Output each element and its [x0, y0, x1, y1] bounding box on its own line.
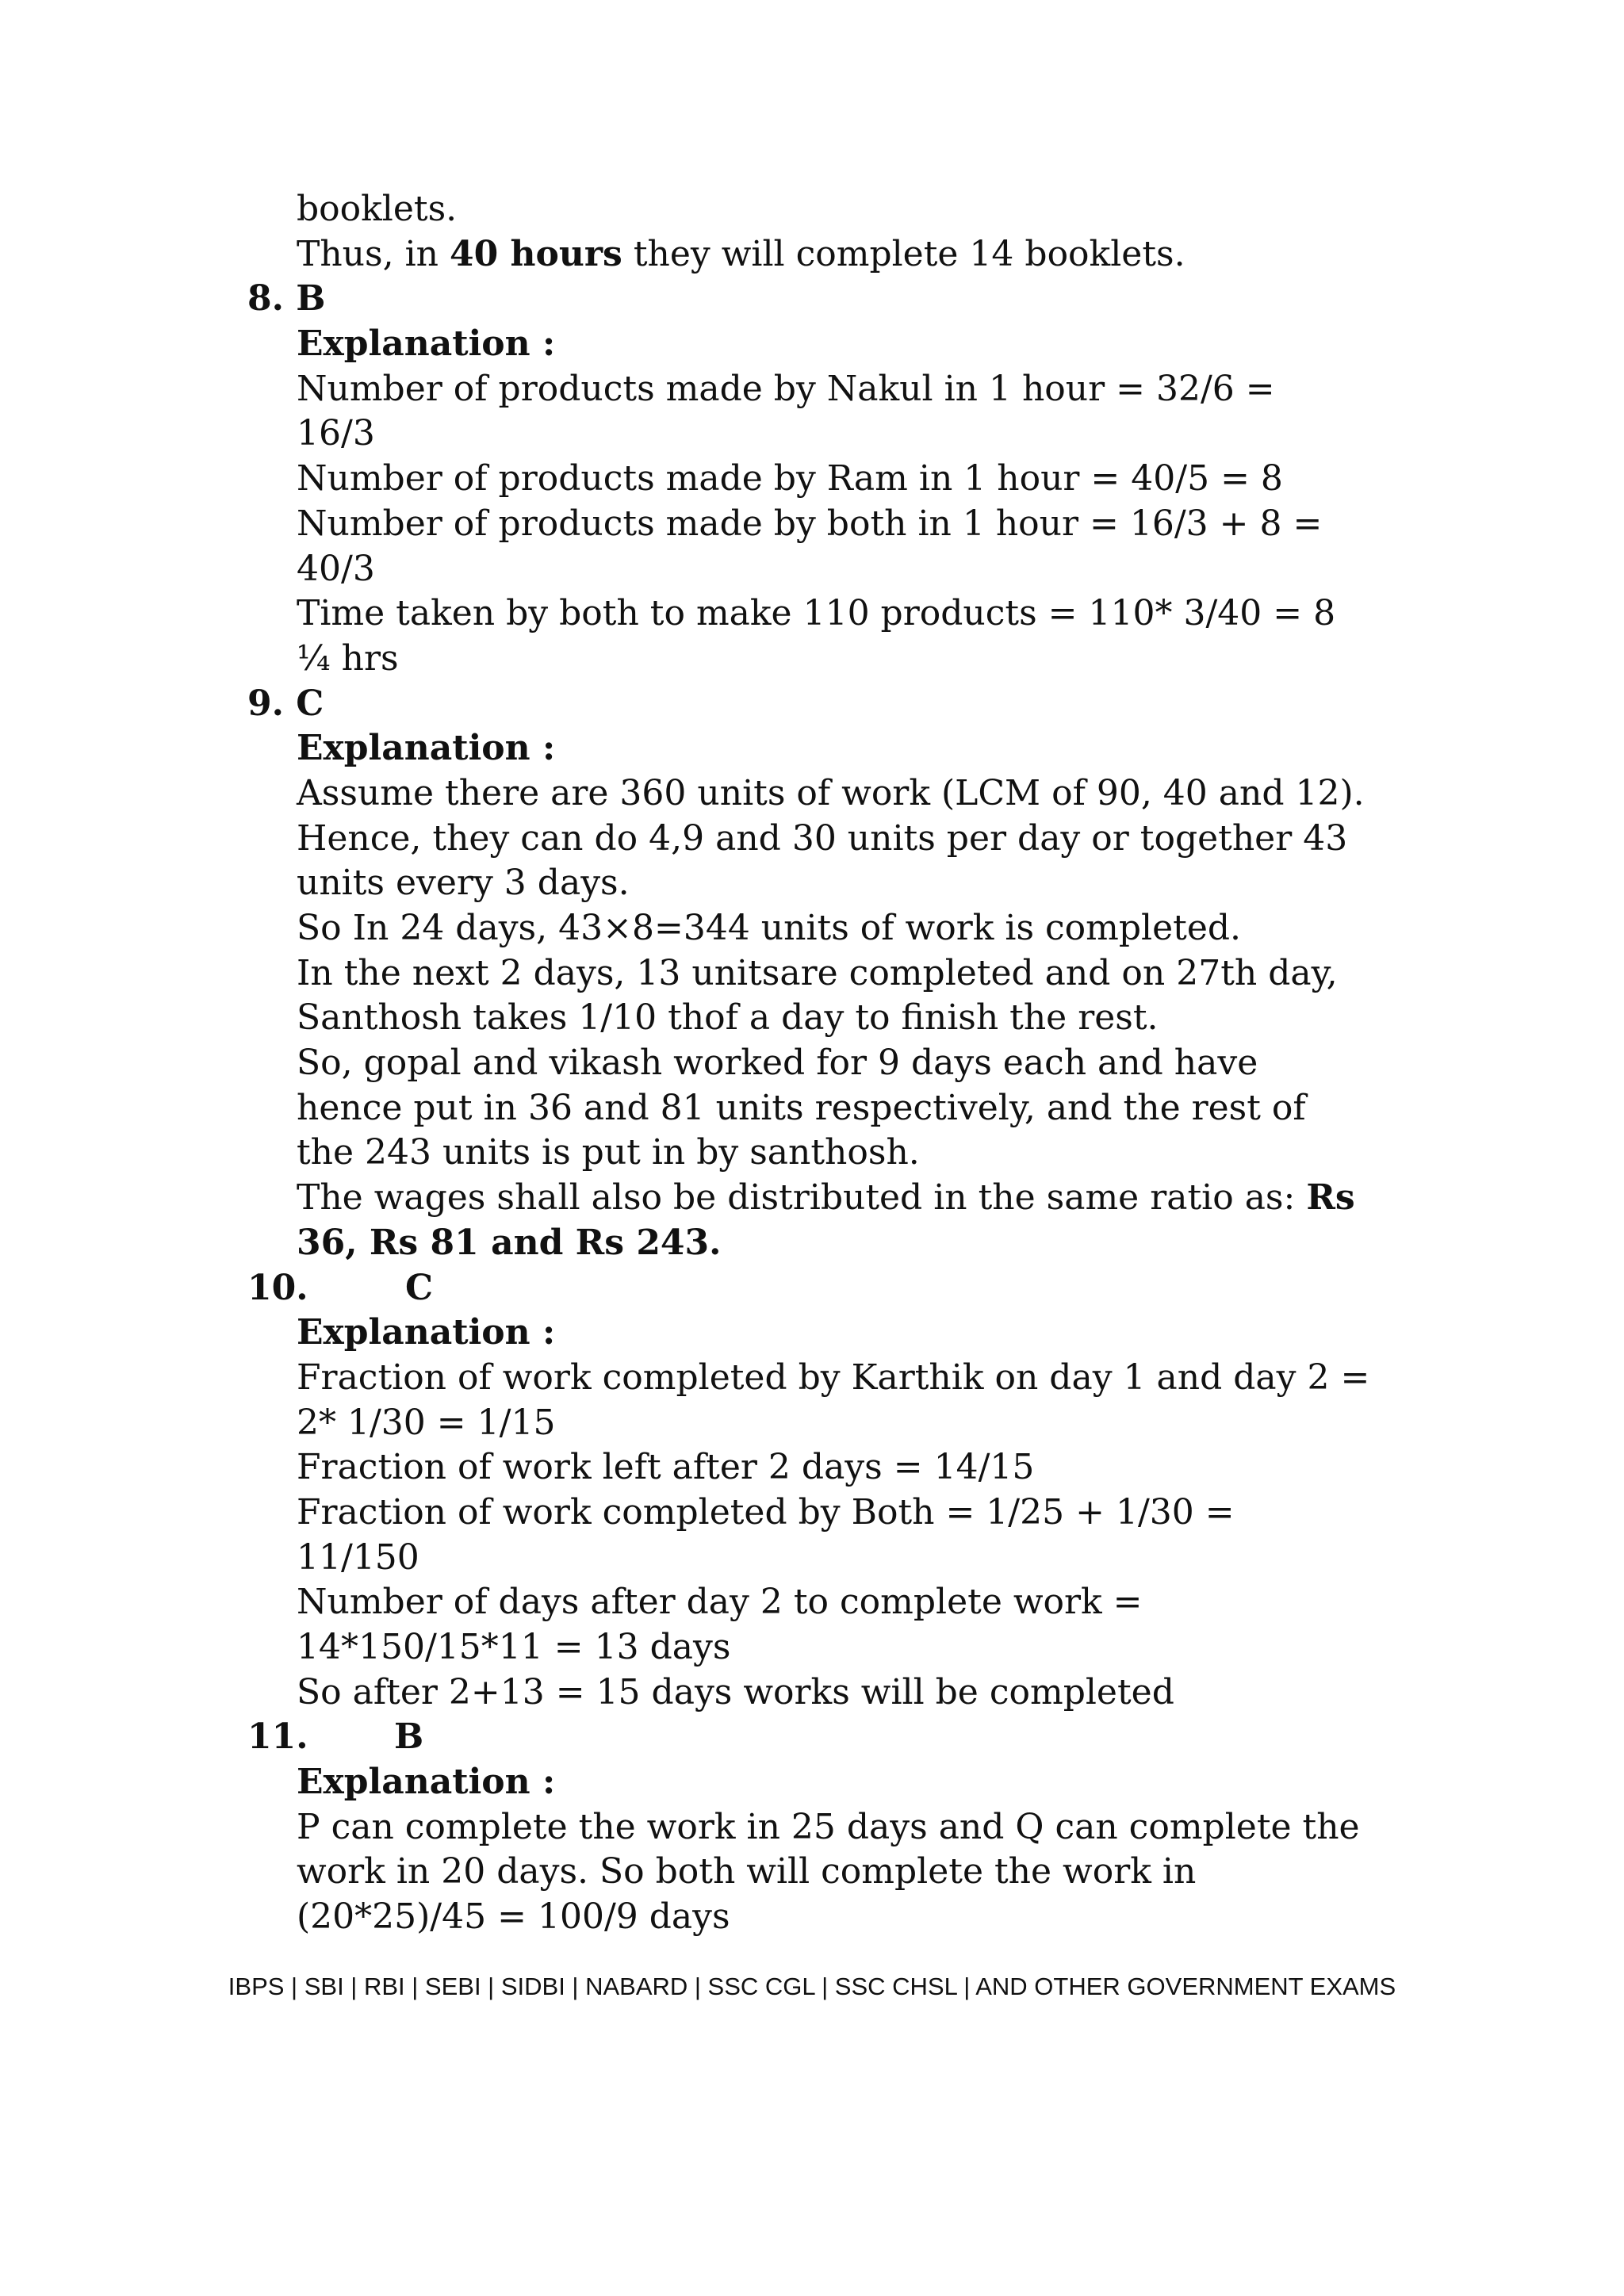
q10-line: Number of days after day 2 to complete work = — [297, 1582, 1143, 1623]
q10-line: So after 2+13 = 15 days works will be completed — [297, 1671, 1174, 1712]
q10-line: Fraction of work completed by Both = 1/25 + 1/30 = — [297, 1491, 1235, 1533]
q8-line: Number of products made by both in 1 hour = 16/3 + 8 = — [297, 503, 1323, 544]
q9-line: Assume there are 360 units of work (LCM of 90, 40 and 12). — [297, 772, 1365, 813]
q10-number: 10. — [247, 1267, 308, 1308]
q8-line: 40/3 — [297, 548, 375, 589]
q8-line: 16/3 — [297, 413, 375, 454]
q11-number: 11. — [247, 1716, 308, 1758]
q7-line-1 — [0, 187, 1624, 232]
q10-line: Fraction of work left after 2 days = 14/15 — [297, 1447, 1035, 1488]
q7-text-post: they will complete 14 booklets. — [622, 233, 1185, 274]
q9-number: 9. — [247, 683, 284, 724]
q9-line: So In 24 days, 43×8=344 units of work is completed. — [297, 908, 1242, 948]
q9-answer: C — [296, 683, 324, 724]
q8-line: ¼ hrs — [297, 637, 399, 679]
q11-line: work in 20 days. So both will complete the work in — [297, 1851, 1197, 1892]
q9-line: Hence, they can do 4,9 and 30 units per day or together 43 — [297, 817, 1348, 859]
q9-line: Santhosh takes 1/10 thof a day to finish the rest. — [297, 997, 1159, 1039]
q11-line: P can complete the work in 25 days and Q can complete the — [297, 1806, 1360, 1847]
q9-wage-line-2 — [0, 1221, 1624, 1266]
q9-line: In the next 2 days, 13 unitsare completed and on 27th day, — [297, 952, 1338, 993]
q7-text-pre: Thus, in — [297, 233, 450, 274]
q8-answer: B — [296, 278, 326, 320]
q8-explanation-label: Explanation : — [297, 323, 556, 365]
q8-line: Number of products made by Nakul in 1 hour = 32/6 = — [297, 368, 1275, 409]
q8-line: Number of products made by Ram in 1 hour = 40/5 = 8 — [297, 458, 1283, 499]
q11-answer: B — [394, 1716, 424, 1758]
q8-line: Time taken by both to make 110 products = 110* 3/40 = 8 — [297, 593, 1336, 634]
q9-line: So, gopal and vikash worked for 9 days each and have — [297, 1043, 1258, 1084]
q11-heading — [0, 1715, 1624, 1760]
q10-heading — [0, 1266, 1624, 1311]
q9-line: the 243 units is put in by santhosh. — [297, 1132, 920, 1173]
q10-answer: C — [405, 1267, 434, 1308]
q7-bold-hours: 40 hours — [449, 233, 622, 274]
q9-wage-text: The wages shall also be distributed in the same ratio as: — [297, 1177, 1307, 1219]
q10-line: Fraction of work completed by Karthik on day 1 and day 2 = — [297, 1357, 1370, 1398]
q11-line: (20*25)/45 = 100/9 days — [297, 1896, 730, 1938]
q11-explanation-label: Explanation : — [297, 1762, 556, 1803]
q7-text: booklets. — [297, 189, 458, 229]
answer-explanations — [0, 187, 1624, 1940]
q10-line: 11/150 — [297, 1536, 419, 1578]
q8-number: 8. — [247, 278, 284, 320]
q9-wage-bold: Rs — [1306, 1177, 1355, 1219]
q9-wage-amounts: 36, Rs 81 and Rs 243. — [297, 1222, 722, 1263]
q10-line: 2* 1/30 = 1/15 — [297, 1402, 556, 1443]
q10-explanation-label: Explanation : — [297, 1312, 556, 1353]
q8-heading — [0, 277, 1624, 322]
q10-line: 14*150/15*11 = 13 days — [297, 1627, 731, 1667]
q9-wage-line — [0, 1176, 1624, 1221]
q9-explanation-label: Explanation : — [297, 728, 556, 769]
page-footer: IBPS | SBI | RBI | SEBI | SIDBI | NABARD | SSC CGL | SSC CHSL | AND OTHER GOVERNMENT EXAMS — [228, 1973, 1396, 2000]
q9-line: units every 3 days. — [297, 863, 630, 904]
q9-line: hence put in 36 and 81 units respectively, and the rest of — [297, 1087, 1306, 1128]
q9-heading — [0, 682, 1624, 727]
q7-line-2 — [0, 232, 1624, 277]
